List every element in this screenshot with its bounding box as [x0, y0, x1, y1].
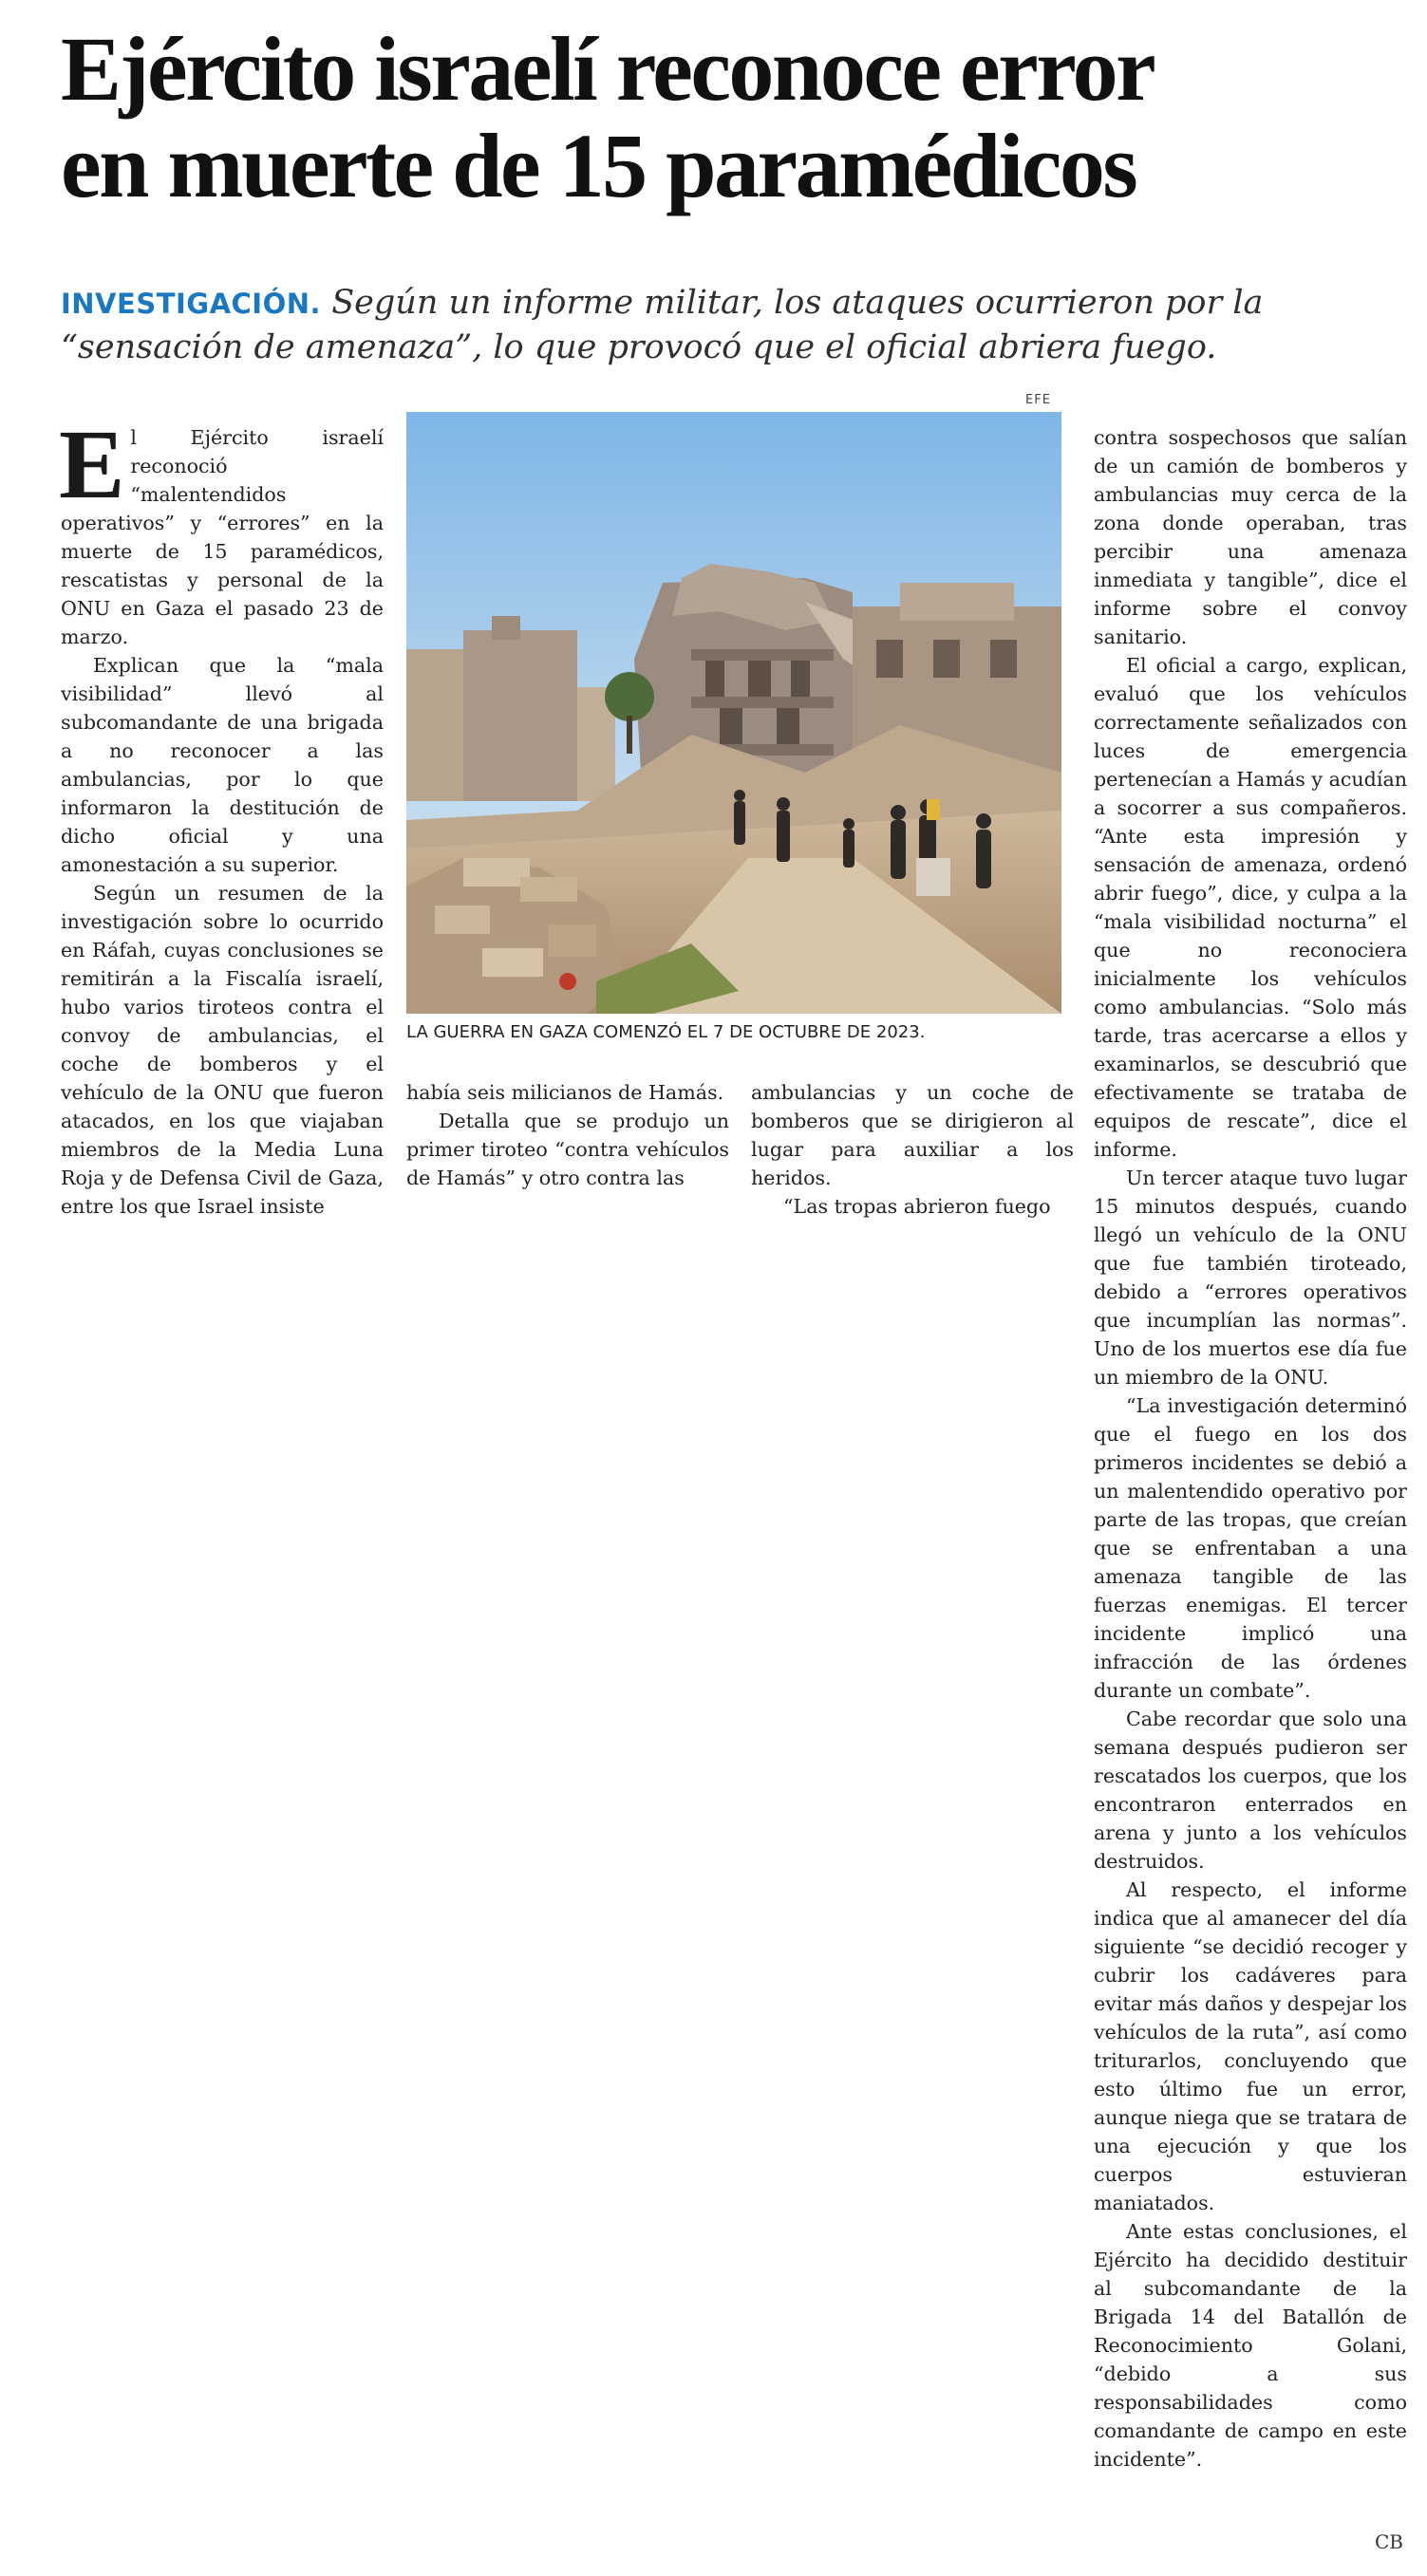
paragraph — [59, 410, 384, 651]
paragraph: Explican que la “mala visibilidad” llevó al subcomandante de una brigada a no reconocer a las ambulancias, por lo que informaron la destitución de dicho oficial y una amonestación a su superior. — [61, 654, 384, 876]
paragraph: Un tercer ataque tuvo lugar 15 minutos después, cuando llegó un vehículo de la ONU que fue también tiroteado, debido a “errores operativos que incumplían las normas”. Uno de los muertos ese día fue un miembro de la ONU. — [1094, 1167, 1407, 1389]
subheadline — [61, 281, 1371, 369]
column-3 — [751, 1078, 1074, 1221]
column-1 — [59, 410, 384, 1221]
paragraph: contra sospechosos que salían de un camión de bomberos y ambulancias muy cerca de la zona donde operaban, tras percibir una amenaza inmediata y tangible”, dice el informe sobre el convoy sanitario. — [1094, 426, 1407, 648]
headline-line-1: Ejército israelí reconoce error — [61, 18, 1155, 120]
drop-cap: E — [59, 410, 125, 519]
photo-caption: LA GUERRA EN GAZA COMENZÓ EL 7 DE OCTUBRE DE 2023. — [406, 1022, 926, 1042]
news-photo — [406, 412, 1061, 1014]
column-4 — [1094, 423, 1407, 2473]
subhead-text: Según un informe militar, los ataques ocurrieron por la “sensación de amenaza”, lo que provocó que el oficial abriera fuego. — [61, 284, 1264, 366]
headline — [61, 18, 1390, 216]
paragraph: “Las tropas abrieron fuego — [783, 1195, 1051, 1218]
kicker: INVESTIGACIÓN. — [61, 288, 322, 320]
gaza-ruins-illustration — [406, 412, 1061, 1014]
paragraph: Cabe recordar que solo una semana después pudieron ser rescatados los cuerpos, que los encontraron enterrados en arena y junto a los vehículos destruidos. — [1094, 1708, 1407, 1873]
paragraph: ambulancias y un coche de bomberos que se dirigieron al lugar para auxiliar a los heridos. — [751, 1081, 1074, 1189]
paragraph: Ante estas conclusiones, el Ejército ha decidido destituir al subcomandante de la Brigada 14 del Batallón de Reconocimiento Golani, “debido a sus responsabilidades como comandante de campo en este incidente”. — [1094, 2220, 1407, 2471]
paragraph: El oficial a cargo, explican, evaluó que los vehículos correctamente señalizados con luces de emergencia pertenecían a Hamás y acudían a socorrer a sus compañeros. “Ante esta impresión y sensación de amenaza, ordenó abrir fuego”, dice, y culpa a la “mala visibilidad nocturna” el que no reconociera inicialmente los vehículos como ambulancias. “Solo más tarde, tras acercarse a ellos y examinarlos, se descubrió que efectivamente se trataba de equipos de rescate”, dice el informe. — [1094, 654, 1407, 1161]
paragraph: “La investigación determinó que el fuego en los dos primeros incidentes se debió a un malentendido operativo por parte de las tropas, que creían que se enfrentaban a una amenaza tangible de las fuerzas enemigas. El tercer incidente implicó una infracción de las órdenes durante un combate”. — [1094, 1394, 1407, 1702]
photo-credit: EFE — [1025, 393, 1051, 407]
headline-line-2: en muerte de 15 paramédicos — [61, 115, 1136, 216]
paragraph: había seis milicianos de Hamás. — [406, 1081, 724, 1104]
paragraph: Al respecto, el informe indica que al amanecer del día siguiente “se decidió recoger y cubrir los cadáveres para evitar más daños y despejar los vehículos de la ruta”, así como triturarlos, concluyendo que esto último fue un error, aunque niega que se tratara de una ejecución y que los cuerpos estuvieran maniatados. — [1094, 1878, 1407, 2214]
end-mark: CB — [1375, 2530, 1403, 2553]
column-2 — [406, 1078, 729, 1192]
paragraph: Detalla que se produjo un primer tiroteo “contra vehículos de Hamás” y otro contra las — [406, 1110, 729, 1189]
paragraph-text: l Ejército israelí reconoció “malentendidos operativos” y “errores” en la muerte de 15 paramédicos, rescatistas y personal de la ONU en Gaza el pasado 23 de marzo. — [61, 426, 384, 648]
paragraph: Según un resumen de la investigación sobre lo ocurrido en Ráfah, cuyas conclusiones se remitirán a la Fiscalía israelí, hubo varios tiroteos contra el convoy de ambulancias, el coche de bomberos y el vehículo de la ONU que fueron atacados, en los que viajaban miembros de la Media Luna Roja y de Defensa Civil de Gaza, entre los que Israel insiste — [61, 882, 384, 1218]
